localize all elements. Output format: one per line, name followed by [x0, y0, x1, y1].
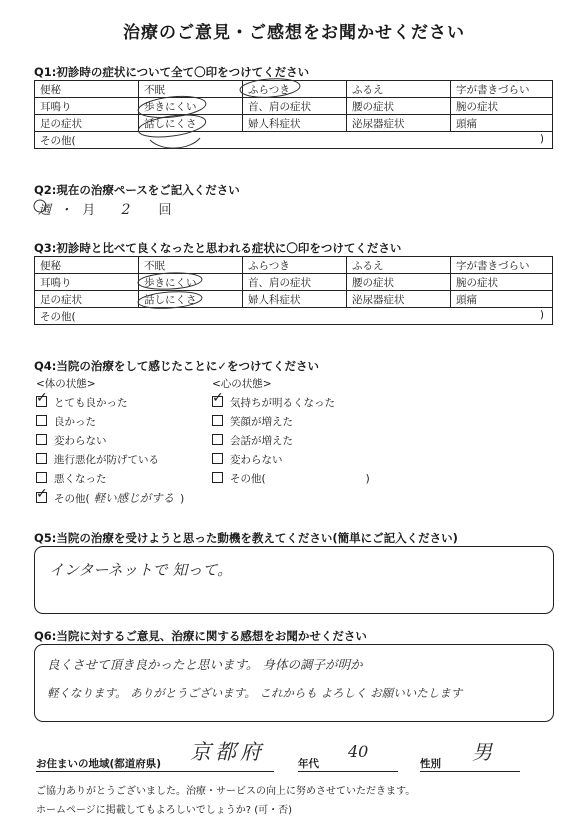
publish-question: ホームページに掲載してもよろしいでしょうか? (可・否): [36, 805, 293, 816]
q3-cell[interactable]: 足の症状: [35, 291, 139, 308]
q1-cell[interactable]: 足の症状: [35, 115, 139, 132]
q6-heading: Q6:当院に対するご意見、治療に関する感想をお聞かせください: [34, 629, 367, 643]
q4-mind-other-close: ): [365, 473, 370, 485]
option-label: その他(: [230, 473, 266, 485]
circle-mark: [138, 290, 203, 310]
q3-cell[interactable]: 便秘: [35, 257, 139, 274]
thanks-text: ご協力ありがとうございました。治療・サービスの向上に努めさせていただきます。: [36, 786, 416, 797]
q1-cell[interactable]: 腕の症状: [451, 98, 553, 115]
check-mark-icon: ✓: [36, 486, 48, 502]
circle-marks: [34, 77, 301, 310]
q2-separator: ・: [59, 203, 73, 218]
q3-cell[interactable]: 頭痛: [451, 291, 553, 308]
option-label: その他(: [54, 493, 90, 505]
q1-cell[interactable]: 腰の症状: [347, 98, 451, 115]
q1-other-label: その他(: [40, 134, 76, 147]
q1-cell[interactable]: 歩きにくい: [139, 98, 243, 115]
q1-cell[interactable]: 頭痛: [451, 115, 553, 132]
circle-mark: [137, 111, 207, 140]
option-label: 悪くなった: [54, 473, 107, 485]
q1-cell[interactable]: 字が書きづらい: [451, 81, 553, 98]
q4-heading: Q4:当院の治療をして感じたことに✓をつけてください: [34, 359, 320, 373]
q3-cell[interactable]: ふるえ: [347, 257, 451, 274]
q4-mind-header: <心の状態>: [212, 378, 272, 390]
q3-cell[interactable]: ふらつき: [243, 257, 347, 274]
form-title: 治療のご意見・ご感想をお聞かせください: [123, 23, 465, 43]
option-label: とても良かった: [54, 397, 128, 409]
q3-cell[interactable]: 婦人科症状: [243, 291, 347, 308]
q1-cell[interactable]: 便秘: [35, 81, 139, 98]
q3-cell[interactable]: 泌尿器症状: [347, 291, 451, 308]
q2-count: 2: [121, 202, 131, 218]
q1-cell[interactable]: 耳鳴り: [35, 98, 139, 115]
q1-cell[interactable]: ふらつき: [243, 81, 347, 98]
q3-cell[interactable]: 耳鳴り: [35, 274, 139, 291]
circle-mark: [34, 200, 46, 212]
q3-other-close: ): [539, 309, 544, 321]
q1-other-close: ): [539, 133, 544, 145]
q3-cell[interactable]: 腰の症状: [347, 274, 451, 291]
region-value[interactable]: 京都府: [190, 740, 265, 764]
q6-answer-line-1: 良くさせて頂き良かったと思います。 身体の調子が明か: [47, 657, 363, 672]
q3-cell[interactable]: 字が書きづらい: [451, 257, 553, 274]
q1-cell[interactable]: ふるえ: [347, 81, 451, 98]
option-label: 気持ちが明るくなった: [230, 397, 335, 409]
q3-cell[interactable]: 話しにくさ: [139, 291, 243, 308]
q1-cell[interactable]: 首、肩の症状: [243, 98, 347, 115]
q4-body-other-answer[interactable]: 軽い感じがする: [93, 491, 175, 505]
q4-body-other-close: ): [180, 493, 185, 505]
q2-unit: 回: [158, 203, 172, 218]
q2-month: 月: [82, 203, 96, 218]
option-label: 会話が増えた: [230, 435, 293, 447]
q1-cell[interactable]: 婦人科症状: [243, 115, 347, 132]
gender-value[interactable]: 男: [472, 740, 492, 764]
check-mark-icon: ✓: [212, 390, 224, 406]
q3-other-label: その他(: [40, 310, 76, 323]
q1-cell[interactable]: 話しにくさ: [139, 115, 243, 132]
q3-cell[interactable]: 首、肩の症状: [243, 274, 347, 291]
option-label: 進行悪化が防げている: [54, 454, 159, 466]
option-label: 変わらない: [230, 454, 283, 466]
option-label: 変わらない: [54, 435, 107, 447]
pen-stroke: [150, 138, 200, 148]
q3-cell[interactable]: 不眠: [139, 257, 243, 274]
q4-body-header: <体の状態>: [36, 378, 96, 390]
q1-heading: Q1:初診時の症状について全て〇印をつけてください: [34, 65, 310, 79]
q3-cell[interactable]: 歩きにくい: [139, 274, 243, 291]
q3-cell[interactable]: 腕の症状: [451, 274, 553, 291]
q3-heading: Q3:初診時と比べて良くなったと思われる症状に〇印をつけてください: [34, 241, 402, 255]
q1-cell[interactable]: 泌尿器症状: [347, 115, 451, 132]
check-mark-icon: ✓: [36, 390, 48, 406]
gender-label: 性別: [420, 758, 441, 770]
option-label: 笑顔が増えた: [230, 416, 293, 428]
circle-mark: [138, 271, 203, 290]
q5-heading: Q5:当院の治療を受けようと思った動機を教えてください(簡単にご記入ください): [34, 531, 458, 545]
q2-heading: Q2:現在の治療ペースをご記入ください: [34, 183, 240, 197]
region-label: お住まいの地域(都道府県): [36, 758, 162, 770]
age-label: 年代: [298, 758, 319, 770]
option-label: 良かった: [54, 416, 96, 428]
circle-mark: [239, 77, 300, 99]
q1-cell[interactable]: 不眠: [139, 81, 243, 98]
q6-answer-line-2: 軽くなります。 ありがとうございます。 これからも よろしく お願いいたします: [47, 686, 463, 700]
q2-prefix: 週: [38, 203, 52, 218]
circle-mark: [137, 94, 207, 121]
q5-answer-text: インターネットで 知って。: [49, 561, 233, 579]
age-value[interactable]: 40: [348, 742, 369, 761]
